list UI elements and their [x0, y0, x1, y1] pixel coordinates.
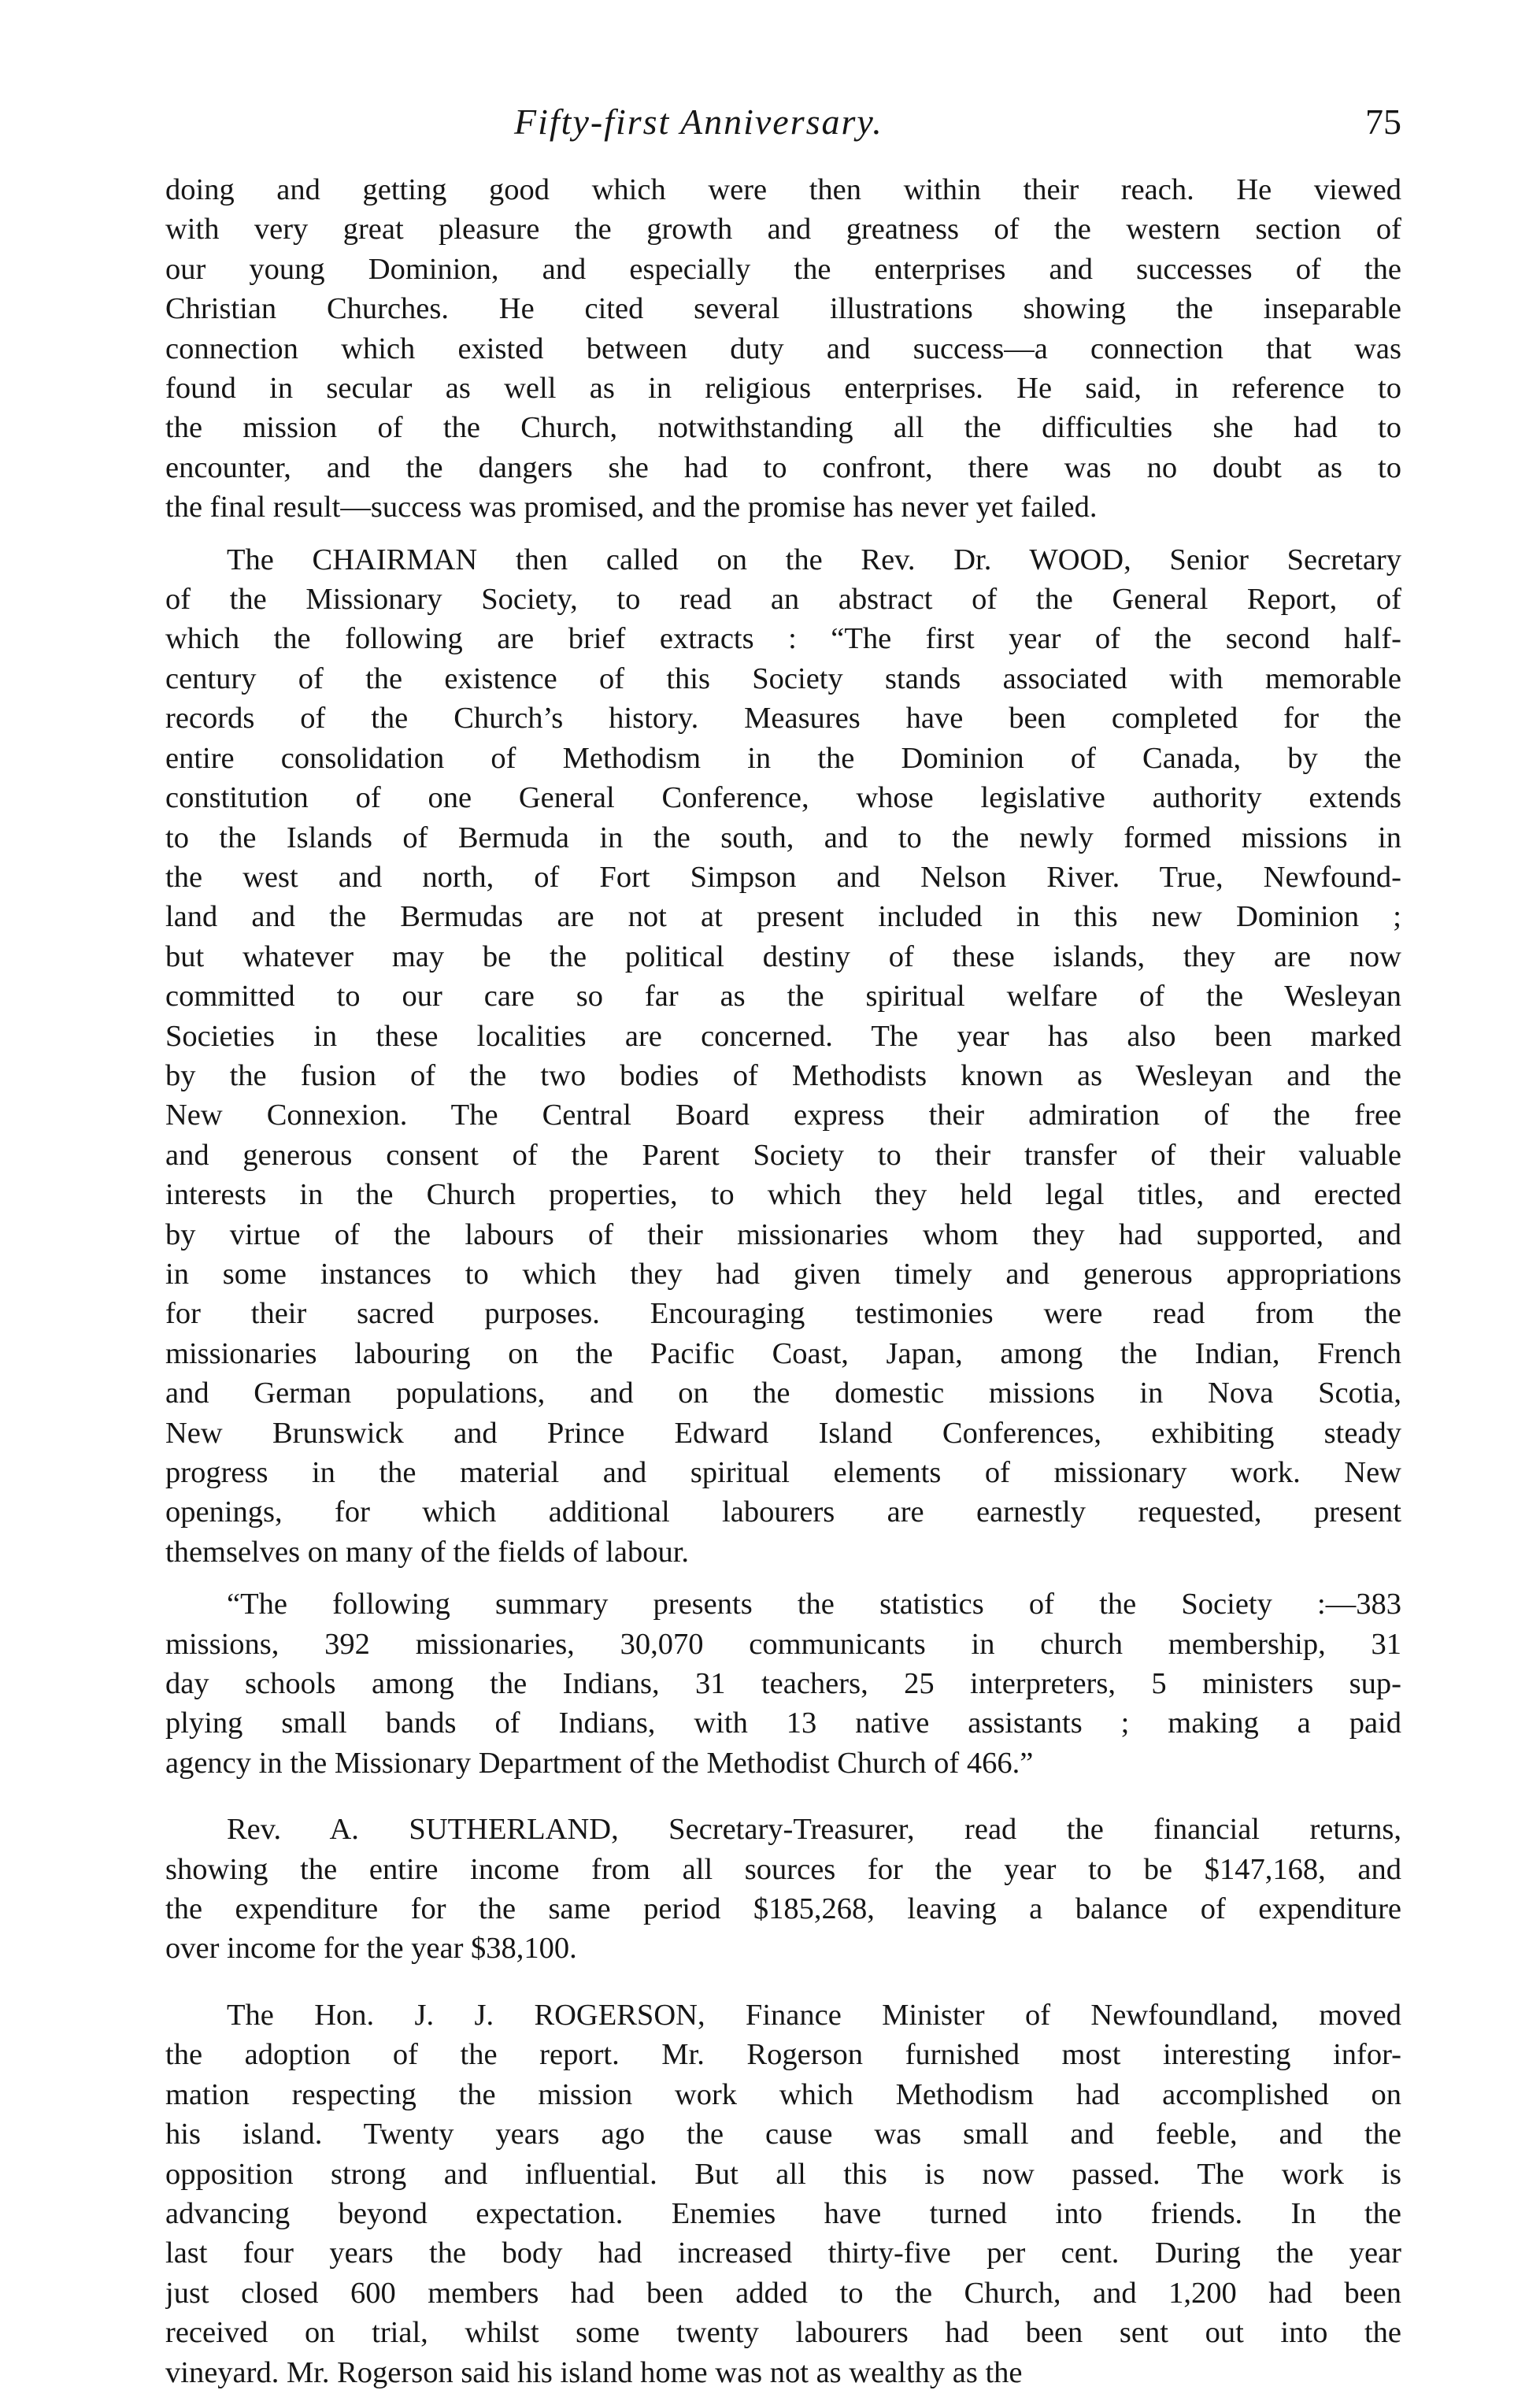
- running-title: Fifty-first Anniversary.: [514, 102, 883, 142]
- text-line: but whatever may be the political destiny of these islands, they are now: [165, 939, 1401, 973]
- text-line: connection which existed between duty and success—a connection that was: [165, 332, 1401, 365]
- text-line: advancing beyond expectation. Enemies have turned into friends. In the: [165, 2196, 1401, 2230]
- text-line: his island. Twenty years ago the cause was small and feeble, and the: [165, 2118, 1401, 2151]
- text-line: The Hon. J. J. ROGERSON, Finance Minister of Newfoundland, moved: [227, 1998, 1401, 2032]
- text-line: over income for the year $38,100.: [165, 1932, 577, 1966]
- text-line: last four years the body had increased thirty-five per cent. During the year: [165, 2236, 1401, 2270]
- text-line: doing and getting good which were then within their reach. He viewed: [165, 173, 1401, 206]
- text-line: showing the entire income from all sources for the year to be $147,168, and: [165, 1852, 1401, 1886]
- page-number: 75: [1365, 102, 1401, 142]
- text-line: and generous consent of the Parent Society to their transfer of their valuable: [165, 1138, 1401, 1172]
- text-line: the west and north, of Fort Simpson and Nelson River. True, Newfound-: [165, 860, 1401, 894]
- text-line: opposition strong and influential. But all this is now passed. The work is: [165, 2157, 1401, 2191]
- text-line: by the fusion of the two bodies of Methodists known as Wesleyan and the: [165, 1058, 1401, 1092]
- text-line: found in secular as well as in religious enterprises. He said, in reference to: [165, 372, 1401, 406]
- text-line: in some instances to which they had given timely and generous appropriations: [165, 1257, 1401, 1291]
- text-line: to the Islands of Bermuda in the south, and to the newly formed missions in: [165, 821, 1401, 854]
- text-line: New Brunswick and Prince Edward Island Conferences, exhibiting steady: [165, 1416, 1401, 1450]
- text-line: and German populations, and on the domestic missions in Nova Scotia,: [165, 1377, 1401, 1410]
- text-line: the final result—success was promised, and the promise has never yet failed.: [165, 491, 1098, 524]
- text-line: land and the Bermudas are not at present included in this new Dominion ;: [165, 900, 1401, 934]
- paragraph-continuation: [165, 170, 1401, 528]
- text-line: mation respecting the mission work which Methodism had accomplished on: [165, 2077, 1401, 2111]
- text-line: by virtue of the labours of their missionaries whom they had supported, and: [165, 1217, 1401, 1251]
- text-line: the adoption of the report. Mr. Rogerson furnished most interesting infor-: [165, 2038, 1401, 2072]
- text-line: missions, 392 missionaries, 30,070 communicants in church membership, 31: [165, 1627, 1401, 1661]
- text-line: Christian Churches. He cited several illustrations showing the inseparable: [165, 292, 1401, 326]
- text-line: the mission of the Church, notwithstanding all the difficulties she had to: [165, 411, 1401, 445]
- text-line: of the Missionary Society, to read an abstract of the General Report, of: [165, 583, 1401, 617]
- text-line: entire consolidation of Methodism in the Dominion of Canada, by the: [165, 741, 1401, 775]
- text-line: constitution of one General Conference, whose legislative authority extends: [165, 781, 1401, 815]
- paragraph-general-report: [165, 540, 1401, 1573]
- body-text: [165, 170, 1401, 2405]
- text-line: records of the Church’s history. Measures have been completed for the: [165, 702, 1401, 736]
- text-line: New Connexion. The Central Board express their admiration of the free: [165, 1099, 1401, 1132]
- text-line: committed to our care so far as the spiritual welfare of the Wesleyan: [165, 980, 1401, 1014]
- text-line: vineyard. Mr. Rogerson said his island home was not as wealthy as the: [165, 2355, 1023, 2389]
- text-line: progress in the material and spiritual elements of missionary work. New: [165, 1456, 1401, 1489]
- text-line: the expenditure for the same period $185,268, leaving a balance of expenditure: [165, 1892, 1401, 1926]
- paragraph-statistics-summary: [165, 1584, 1401, 1783]
- text-line: plying small bands of Indians, with 13 native assistants ; making a paid: [165, 1706, 1401, 1740]
- text-line: just closed 600 members had been added to the Church, and 1,200 had been: [165, 2276, 1401, 2310]
- text-line: Rev. A. SUTHERLAND, Secretary-Treasurer, read the financial returns,: [227, 1813, 1401, 1847]
- text-line: openings, for which additional labourers are earnestly requested, present: [165, 1495, 1401, 1529]
- text-line: which the following are brief extracts : “The first year of the second half-: [165, 622, 1401, 656]
- text-line: “The following summary presents the statistics of the Society :—383: [227, 1588, 1401, 1621]
- running-head: [165, 101, 1401, 156]
- text-line: day schools among the Indians, 31 teachers, 25 interpreters, 5 ministers sup-: [165, 1667, 1401, 1701]
- text-line: themselves on many of the fields of labour.: [165, 1535, 690, 1569]
- text-line: century of the existence of this Society stands associated with memorable: [165, 661, 1401, 695]
- text-line: for their sacred purposes. Encouraging testimonies were read from the: [165, 1297, 1401, 1331]
- text-line: Societies in these localities are concerned. The year has also been marked: [165, 1019, 1401, 1053]
- paragraph-rogerson-address: [165, 1996, 1401, 2392]
- text-line: our young Dominion, and especially the enterprises and successes of the: [165, 252, 1401, 286]
- text-line: interests in the Church properties, to which they held legal titles, and erected: [165, 1178, 1401, 1212]
- text-line: received on trial, whilst some twenty labourers had been sent out into the: [165, 2316, 1401, 2350]
- text-line: encounter, and the dangers she had to confront, there was no doubt as to: [165, 450, 1401, 484]
- text-line: with very great pleasure the growth and greatness of the western section of: [165, 213, 1401, 246]
- text-line: The CHAIRMAN then called on the Rev. Dr. WOOD, Senior Secretary: [227, 543, 1401, 576]
- text-line: missionaries labouring on the Pacific Coast, Japan, among the Indian, French: [165, 1336, 1401, 1370]
- paragraph-financial-returns: [165, 1810, 1401, 1969]
- text-line: agency in the Missionary Department of the Methodist Church of 466.”: [165, 1746, 1034, 1780]
